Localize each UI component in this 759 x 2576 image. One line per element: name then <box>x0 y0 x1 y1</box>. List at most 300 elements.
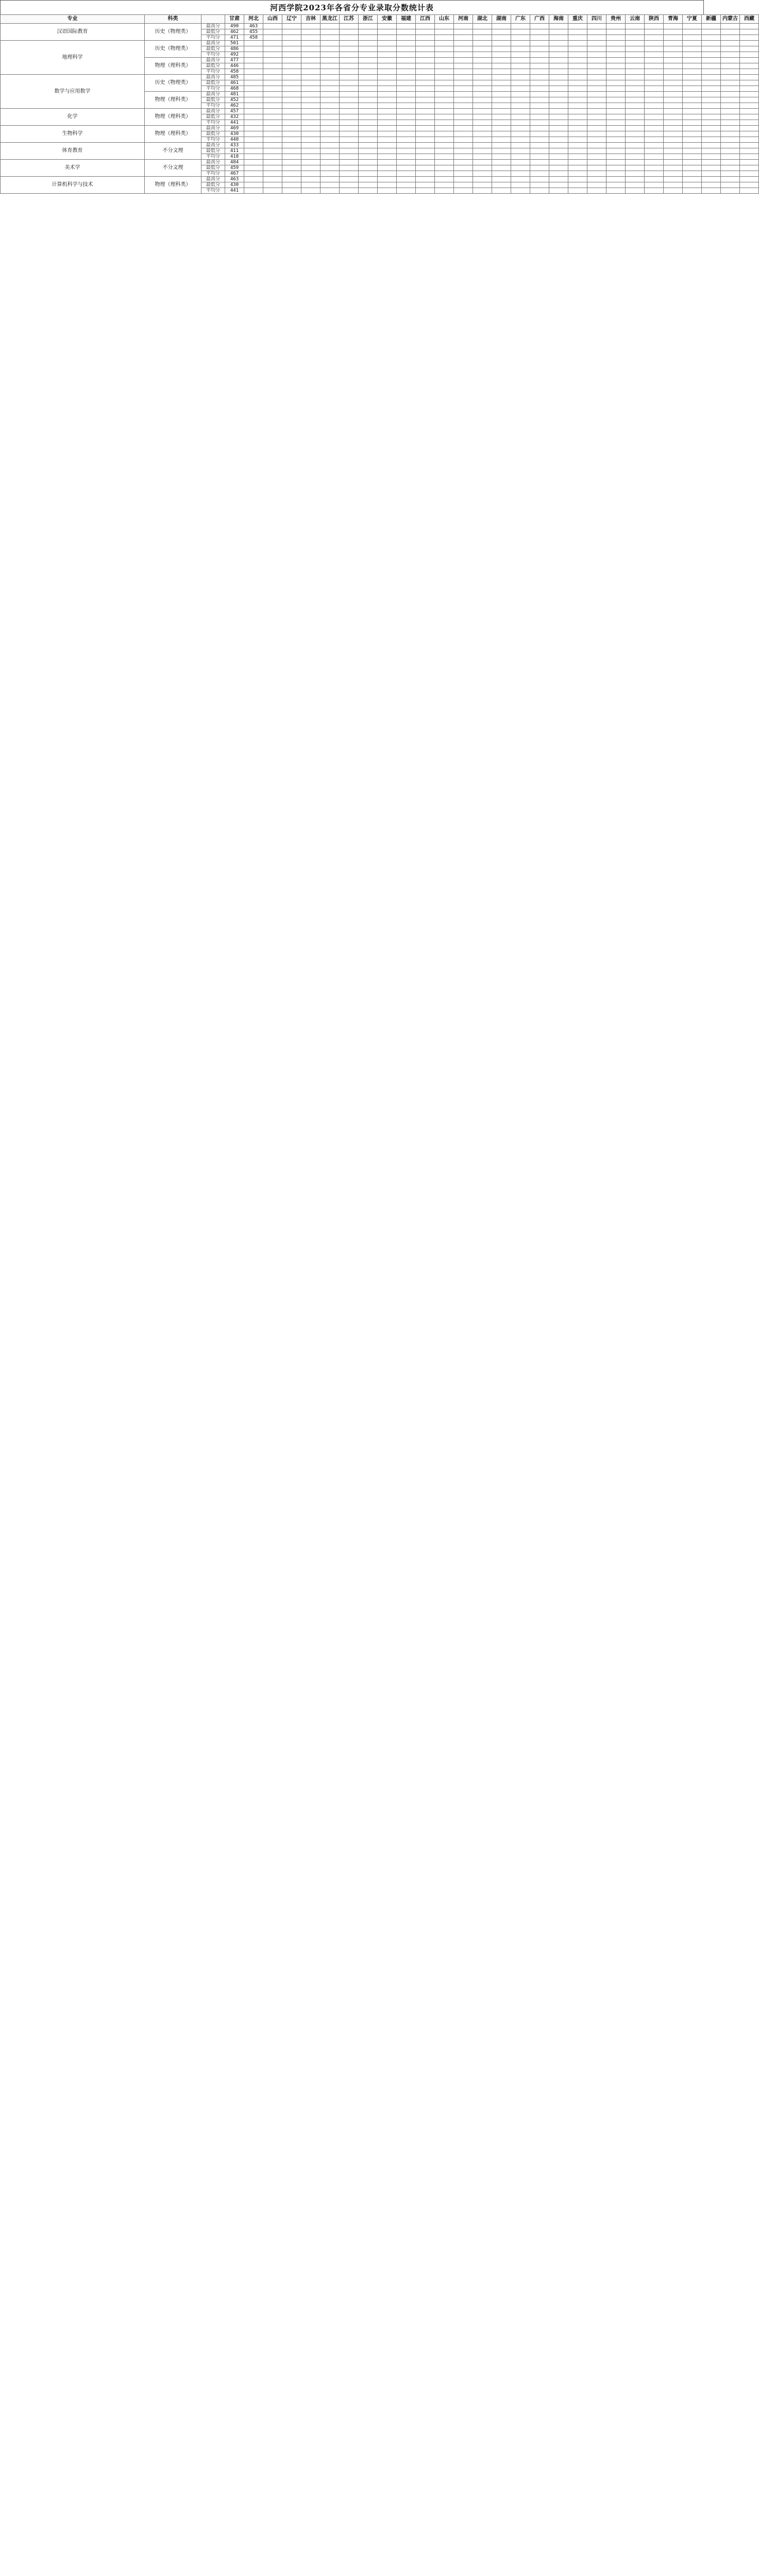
score-cell <box>301 143 321 148</box>
score-cell <box>740 69 759 75</box>
score-cell <box>244 114 263 120</box>
score-cell <box>683 160 702 165</box>
score-cell <box>606 63 626 69</box>
score-cell <box>340 58 359 63</box>
score-cell <box>359 137 378 143</box>
score-cell <box>263 80 282 86</box>
score-cell <box>473 171 492 177</box>
score-cell <box>359 103 378 109</box>
score-cell <box>397 120 416 126</box>
score-cell <box>626 103 645 109</box>
score-cell <box>282 80 301 86</box>
score-cell <box>702 137 721 143</box>
score-cell: 485 <box>225 75 244 80</box>
header-stat <box>201 15 225 24</box>
score-cell <box>282 63 301 69</box>
score-cell <box>549 109 568 114</box>
score-cell <box>587 29 606 35</box>
table-row <box>1 24 759 29</box>
score-cell <box>244 188 263 194</box>
score-cell <box>721 80 740 86</box>
score-cell <box>301 148 321 154</box>
header-province: 浙江 <box>359 15 378 24</box>
score-cell <box>321 97 340 103</box>
score-cell <box>740 120 759 126</box>
score-cell <box>301 29 321 35</box>
score-cell <box>397 92 416 97</box>
score-cell <box>301 92 321 97</box>
score-cell <box>664 92 683 97</box>
score-cell <box>263 109 282 114</box>
score-cell <box>702 103 721 109</box>
score-cell <box>301 126 321 131</box>
header-province: 四川 <box>587 15 606 24</box>
score-cell <box>530 29 549 35</box>
score-cell <box>645 92 664 97</box>
score-cell <box>282 24 301 29</box>
score-cell <box>282 171 301 177</box>
score-cell <box>359 75 378 80</box>
score-cell <box>282 109 301 114</box>
score-cell <box>587 177 606 182</box>
score-cell <box>530 131 549 137</box>
score-cell <box>454 109 473 114</box>
score-cell <box>244 143 263 148</box>
score-cell <box>416 69 435 75</box>
score-cell <box>702 63 721 69</box>
score-cell <box>263 131 282 137</box>
score-cell <box>549 63 568 69</box>
score-cell <box>664 131 683 137</box>
score-cell <box>721 103 740 109</box>
score-cell <box>530 63 549 69</box>
score-cell <box>435 177 454 182</box>
score-cell <box>606 160 626 165</box>
score-cell <box>301 160 321 165</box>
score-cell <box>492 120 511 126</box>
table-row <box>1 177 759 182</box>
score-cell <box>340 109 359 114</box>
header-province: 新疆 <box>702 15 721 24</box>
score-cell <box>721 69 740 75</box>
score-cell: 441 <box>225 188 244 194</box>
score-cell <box>340 131 359 137</box>
score-cell <box>606 171 626 177</box>
score-cell <box>416 143 435 148</box>
stat-label: 最低分 <box>201 46 225 52</box>
score-cell <box>511 75 530 80</box>
score-cell <box>282 69 301 75</box>
score-cell <box>321 126 340 131</box>
score-cell <box>473 24 492 29</box>
score-cell <box>244 154 263 160</box>
table-row <box>1 126 759 131</box>
score-cell <box>282 143 301 148</box>
score-cell <box>645 143 664 148</box>
score-cell <box>702 52 721 58</box>
score-cell <box>244 41 263 46</box>
score-cell <box>511 69 530 75</box>
score-cell <box>454 177 473 182</box>
score-cell <box>301 80 321 86</box>
score-cell <box>416 86 435 92</box>
score-cell <box>378 46 397 52</box>
score-cell <box>702 171 721 177</box>
score-cell <box>511 120 530 126</box>
score-cell <box>664 52 683 58</box>
score-cell <box>568 171 587 177</box>
score-cell <box>282 182 301 188</box>
score-cell <box>473 58 492 63</box>
score-cell <box>416 131 435 137</box>
score-cell <box>606 103 626 109</box>
score-cell: 455 <box>244 29 263 35</box>
score-cell <box>702 92 721 97</box>
score-cell <box>492 109 511 114</box>
score-cell <box>244 80 263 86</box>
score-cell <box>626 92 645 97</box>
score-cell <box>645 126 664 131</box>
score-cell <box>435 75 454 80</box>
header-province: 河南 <box>454 15 473 24</box>
score-cell <box>244 97 263 103</box>
score-cell <box>454 171 473 177</box>
score-cell <box>282 103 301 109</box>
score-cell <box>511 131 530 137</box>
score-cell <box>549 92 568 97</box>
score-cell <box>321 52 340 58</box>
score-cell <box>473 137 492 143</box>
score-cell <box>454 188 473 194</box>
score-cell <box>378 165 397 171</box>
score-cell <box>511 114 530 120</box>
header-province: 甘肃 <box>225 15 244 24</box>
score-cell <box>244 177 263 182</box>
score-cell <box>568 92 587 97</box>
score-cell <box>378 154 397 160</box>
score-cell <box>683 97 702 103</box>
score-cell <box>454 114 473 120</box>
score-cell <box>263 143 282 148</box>
score-cell <box>664 41 683 46</box>
score-cell <box>473 165 492 171</box>
score-cell <box>454 58 473 63</box>
score-cell <box>492 160 511 165</box>
score-cell <box>626 52 645 58</box>
score-cell <box>511 177 530 182</box>
score-cell <box>626 148 645 154</box>
score-cell <box>606 97 626 103</box>
score-cell <box>282 154 301 160</box>
score-cell <box>549 35 568 41</box>
score-cell <box>321 46 340 52</box>
header-province: 辽宁 <box>282 15 301 24</box>
score-cell <box>740 137 759 143</box>
subject-type: 历史（物理类） <box>145 41 201 58</box>
score-cell <box>606 148 626 154</box>
score-cell <box>530 86 549 92</box>
subject-type: 历史（物理类） <box>145 75 201 92</box>
score-cell <box>359 29 378 35</box>
stat-label: 平均分 <box>201 69 225 75</box>
score-cell <box>282 46 301 52</box>
score-cell <box>263 126 282 131</box>
score-cell: 418 <box>225 154 244 160</box>
score-cell <box>397 35 416 41</box>
score-cell <box>549 80 568 86</box>
score-cell: 463 <box>225 177 244 182</box>
stat-label: 最高分 <box>201 24 225 29</box>
score-cell <box>378 86 397 92</box>
score-cell <box>511 63 530 69</box>
score-cell <box>321 171 340 177</box>
score-cell <box>568 177 587 182</box>
score-cell <box>626 165 645 171</box>
score-cell <box>321 86 340 92</box>
score-cell <box>321 75 340 80</box>
score-cell <box>702 188 721 194</box>
score-cell <box>530 160 549 165</box>
score-cell <box>435 80 454 86</box>
score-cell <box>416 114 435 120</box>
score-cell <box>321 41 340 46</box>
score-cell <box>721 46 740 52</box>
score-cell <box>263 46 282 52</box>
score-cell <box>492 182 511 188</box>
score-cell <box>587 41 606 46</box>
score-cell <box>473 63 492 69</box>
score-cell: 458 <box>244 35 263 41</box>
score-cell <box>626 41 645 46</box>
score-cell <box>301 97 321 103</box>
header-province: 黑龙江 <box>321 15 340 24</box>
score-cell <box>721 35 740 41</box>
score-cell <box>359 46 378 52</box>
score-cell <box>301 109 321 114</box>
score-cell <box>263 75 282 80</box>
score-cell <box>454 148 473 154</box>
score-cell <box>473 35 492 41</box>
score-cell <box>340 154 359 160</box>
score-cell <box>301 41 321 46</box>
score-cell <box>721 148 740 154</box>
score-cell <box>263 188 282 194</box>
header-province: 广东 <box>511 15 530 24</box>
score-cell <box>359 126 378 131</box>
score-cell <box>511 58 530 63</box>
score-cell <box>549 171 568 177</box>
score-cell <box>568 46 587 52</box>
score-cell <box>530 126 549 131</box>
score-cell <box>568 35 587 41</box>
score-cell <box>626 80 645 86</box>
score-cell <box>492 80 511 86</box>
header-province: 湖北 <box>473 15 492 24</box>
score-cell <box>282 75 301 80</box>
score-cell <box>664 126 683 131</box>
score-cell <box>587 171 606 177</box>
score-cell <box>606 58 626 63</box>
score-cell <box>606 182 626 188</box>
score-cell <box>702 182 721 188</box>
score-cell <box>683 86 702 92</box>
score-cell <box>626 46 645 52</box>
score-cell <box>568 29 587 35</box>
score-cell <box>721 52 740 58</box>
score-cell <box>721 92 740 97</box>
score-cell <box>492 69 511 75</box>
score-cell <box>435 160 454 165</box>
score-cell <box>683 75 702 80</box>
score-cell <box>321 143 340 148</box>
score-cell <box>473 160 492 165</box>
table-body <box>1 24 759 194</box>
score-cell <box>397 126 416 131</box>
score-cell <box>606 24 626 29</box>
score-cell <box>683 58 702 63</box>
score-cell <box>664 154 683 160</box>
score-cell <box>378 120 397 126</box>
score-cell <box>282 58 301 63</box>
score-cell <box>606 131 626 137</box>
score-cell <box>397 137 416 143</box>
score-cell <box>416 154 435 160</box>
score-cell <box>702 69 721 75</box>
score-cell <box>473 131 492 137</box>
table-row <box>1 109 759 114</box>
stat-label: 最低分 <box>201 182 225 188</box>
score-cell <box>301 86 321 92</box>
major-name: 计算机科学与技术 <box>1 177 145 194</box>
score-cell <box>397 177 416 182</box>
subject-type: 不分文理 <box>145 143 201 160</box>
score-cell <box>416 41 435 46</box>
header-province: 西藏 <box>740 15 759 24</box>
score-cell <box>511 41 530 46</box>
score-cell <box>740 182 759 188</box>
subject-type: 不分文理 <box>145 160 201 177</box>
stat-label: 最低分 <box>201 165 225 171</box>
score-cell <box>721 109 740 114</box>
score-cell <box>511 92 530 97</box>
score-cell <box>244 75 263 80</box>
score-cell <box>530 75 549 80</box>
score-cell <box>340 148 359 154</box>
score-cell <box>397 109 416 114</box>
score-cell <box>359 143 378 148</box>
score-cell <box>416 177 435 182</box>
score-cell <box>645 80 664 86</box>
score-cell <box>321 109 340 114</box>
score-cell <box>263 160 282 165</box>
score-cell <box>645 160 664 165</box>
score-cell <box>244 92 263 97</box>
score-cell <box>397 58 416 63</box>
score-cell <box>263 24 282 29</box>
major-name: 美术学 <box>1 160 145 177</box>
score-cell <box>645 137 664 143</box>
score-cell <box>587 109 606 114</box>
score-cell <box>549 137 568 143</box>
score-cell <box>378 143 397 148</box>
score-cell <box>645 171 664 177</box>
score-cell <box>645 188 664 194</box>
score-cell <box>454 80 473 86</box>
score-cell <box>606 86 626 92</box>
score-cell <box>740 131 759 137</box>
score-cell <box>397 154 416 160</box>
score-cell <box>244 148 263 154</box>
score-cell: 432 <box>225 114 244 120</box>
score-cell <box>263 92 282 97</box>
score-cell <box>702 24 721 29</box>
score-cell <box>473 52 492 58</box>
score-cell <box>721 137 740 143</box>
score-cell <box>702 126 721 131</box>
score-cell <box>549 188 568 194</box>
score-cell <box>301 103 321 109</box>
score-cell <box>740 109 759 114</box>
score-cell <box>378 171 397 177</box>
score-cell <box>549 86 568 92</box>
score-cell <box>359 86 378 92</box>
header-row <box>1 15 759 24</box>
major-name: 体育教育 <box>1 143 145 160</box>
score-cell <box>606 137 626 143</box>
score-cell <box>321 58 340 63</box>
stat-label: 最高分 <box>201 75 225 80</box>
score-cell <box>645 29 664 35</box>
score-cell <box>645 182 664 188</box>
score-cell <box>282 165 301 171</box>
score-cell <box>664 103 683 109</box>
score-cell <box>321 182 340 188</box>
score-cell <box>416 24 435 29</box>
score-cell <box>645 120 664 126</box>
score-cell <box>321 137 340 143</box>
score-cell <box>530 120 549 126</box>
score-cell <box>378 137 397 143</box>
score-cell <box>530 137 549 143</box>
score-cell <box>568 137 587 143</box>
score-cell <box>244 120 263 126</box>
score-cell <box>626 97 645 103</box>
score-cell <box>645 41 664 46</box>
score-cell <box>301 58 321 63</box>
stat-label: 最高分 <box>201 126 225 131</box>
score-cell <box>321 131 340 137</box>
score-cell <box>282 137 301 143</box>
header-province: 海南 <box>549 15 568 24</box>
score-cell <box>454 63 473 69</box>
score-cell <box>397 46 416 52</box>
score-cell: 481 <box>225 92 244 97</box>
score-cell <box>282 52 301 58</box>
score-cell <box>397 188 416 194</box>
score-cell <box>626 75 645 80</box>
header-province: 陕西 <box>645 15 664 24</box>
score-cell <box>511 148 530 154</box>
score-cell <box>511 188 530 194</box>
score-cell <box>378 41 397 46</box>
score-cell <box>530 148 549 154</box>
score-cell: 462 <box>225 103 244 109</box>
score-cell <box>454 86 473 92</box>
score-cell <box>321 92 340 97</box>
score-cell <box>263 63 282 69</box>
score-cell <box>435 69 454 75</box>
score-cell <box>702 143 721 148</box>
